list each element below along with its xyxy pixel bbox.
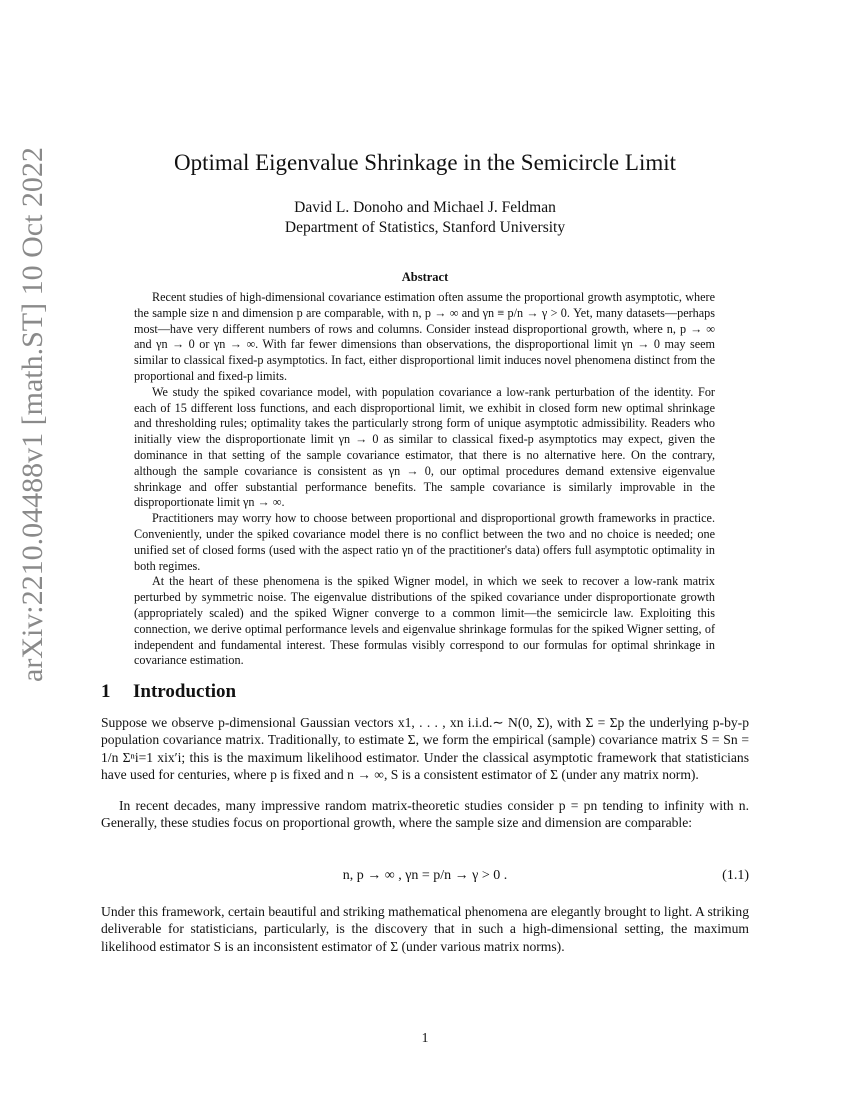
- section-heading: [101, 681, 236, 703]
- page-number: 1: [421, 1030, 429, 1045]
- abstract-body: [134, 290, 715, 669]
- body-paragraph: [101, 903, 749, 955]
- section-number: 1: [101, 681, 111, 702]
- abstract-paragraph: At the heart of these phenomena is the spiked Wigner model, in which we seek to recover a low-rank matrix perturbed by symmetric noise. The eigenvalue distributions of the spiked covariance under disproportionate growth (appropriately scaled) and the spiked Wigner converge to a common limit—the semicircle law. Exploiting this connection, we derive optimal performance levels and eigenvalue shrinkage formulas for the spiked Wigner setting, of independent and fundamental interest. These formulas visibly correspond to our formulas for optimal shrinkage in covariance estimation.: [134, 574, 715, 668]
- equation-formula: n, p → ∞ , γn = p/n → γ > 0 .: [342, 868, 508, 883]
- paragraph-text: In recent decades, many impressive random matrix-theoretic studies consider p = pn tending to infinity with n. Generally, these studies focus on proportional growth, where the sample size and dimension are comparable:: [101, 798, 749, 831]
- affiliation: Department of Statistics, Stanford University: [284, 219, 566, 236]
- author-names: David L. Donoho and Michael J. Feldman: [294, 199, 556, 216]
- author-block: [0, 198, 850, 238]
- arxiv-identifier: arXiv:2210.04488v1 [math.ST] 10 Oct 2022: [16, 147, 49, 682]
- paper-title: Optimal Eigenvalue Shrinkage in the Semicircle Limit: [173, 150, 677, 175]
- body-paragraph: [101, 714, 749, 784]
- paragraph-text: Under this framework, certain beautiful and striking mathematical phenomena are elegantly brought to light. A striking deliverable for statisticians, particularly, is the discovery that in such a high-dimensional setting, the maximum likelihood estimator S is an inconsistent estimator of Σ (under various matrix norms).: [101, 904, 749, 954]
- abstract-heading: Abstract: [401, 270, 449, 284]
- abstract-paragraph: Practitioners may worry how to choose between proportional and disproportional growth frameworks in practice. Conveniently, under the spiked covariance model there is no conflict between the two and no choice is needed; one unified set of closed forms (used with the aspect ratio γn of the practitioner's data) offers full asymptotic optimality in both regimes.: [134, 511, 715, 573]
- paragraph-text: Suppose we observe p-dimensional Gaussian vectors x1, . . . , xn i.i.d.∼ N(0, Σ), with Σ = Σp the underlying p-by-p population covariance matrix. Traditionally, to estimate Σ, we form the empirical (sample) covariance matrix S = Sn = 1/n Σⁿi=1 xix′i; this is the maximum likelihood estimator. Under the classical asymptotic framework that statisticians have used for centuries, where p is fixed and n → ∞, S is a consistent estimator of Σ (under any matrix norm).: [101, 715, 749, 783]
- abstract-paragraph: We study the spiked covariance model, with population covariance a low-rank perturbation of the identity. For each of 15 different loss functions, and each disproportional limit, we exhibit in closed form new optimal shrinkage and thresholding rules; optimality takes the particularly strong form of unique asymptotic admissibility. Readers who initially view the disproportionate limit γn → 0 as similar to classical fixed-p asymptotics may expect, given the dominance in that setting of the sample covariance estimator, that there is no alternative here. On the contrary, although the sample covariance is consistent as γn → 0, our optimal procedures demand extensive eigenvalue shrinkage and offer substantial performance benefits. The sample covariance is similarly improvable in the disproportionate limit γn → ∞.: [134, 384, 715, 510]
- section-title: Introduction: [133, 681, 237, 702]
- equation-number: (1.1): [722, 868, 749, 883]
- equation-1-1: [101, 862, 749, 892]
- abstract-paragraph: Recent studies of high-dimensional covariance estimation often assume the proportional growth asymptotic, where the sample size n and dimension p are comparable, with n, p → ∞ and γn ≡ p/n → γ > 0. Yet, many datasets—perhaps most—have very different numbers of rows and columns. Consider instead disproportional growth, where n, p → ∞ and γn → 0 or γn → ∞. With far fewer dimensions than observations, the disproportional limit γn → 0 may seem similar to classical fixed-p asymptotics. In fact, either disproportional limit induces novel phenomena distinct from the proportional and fixed-p limits.: [134, 290, 715, 383]
- body-paragraph: [101, 797, 749, 832]
